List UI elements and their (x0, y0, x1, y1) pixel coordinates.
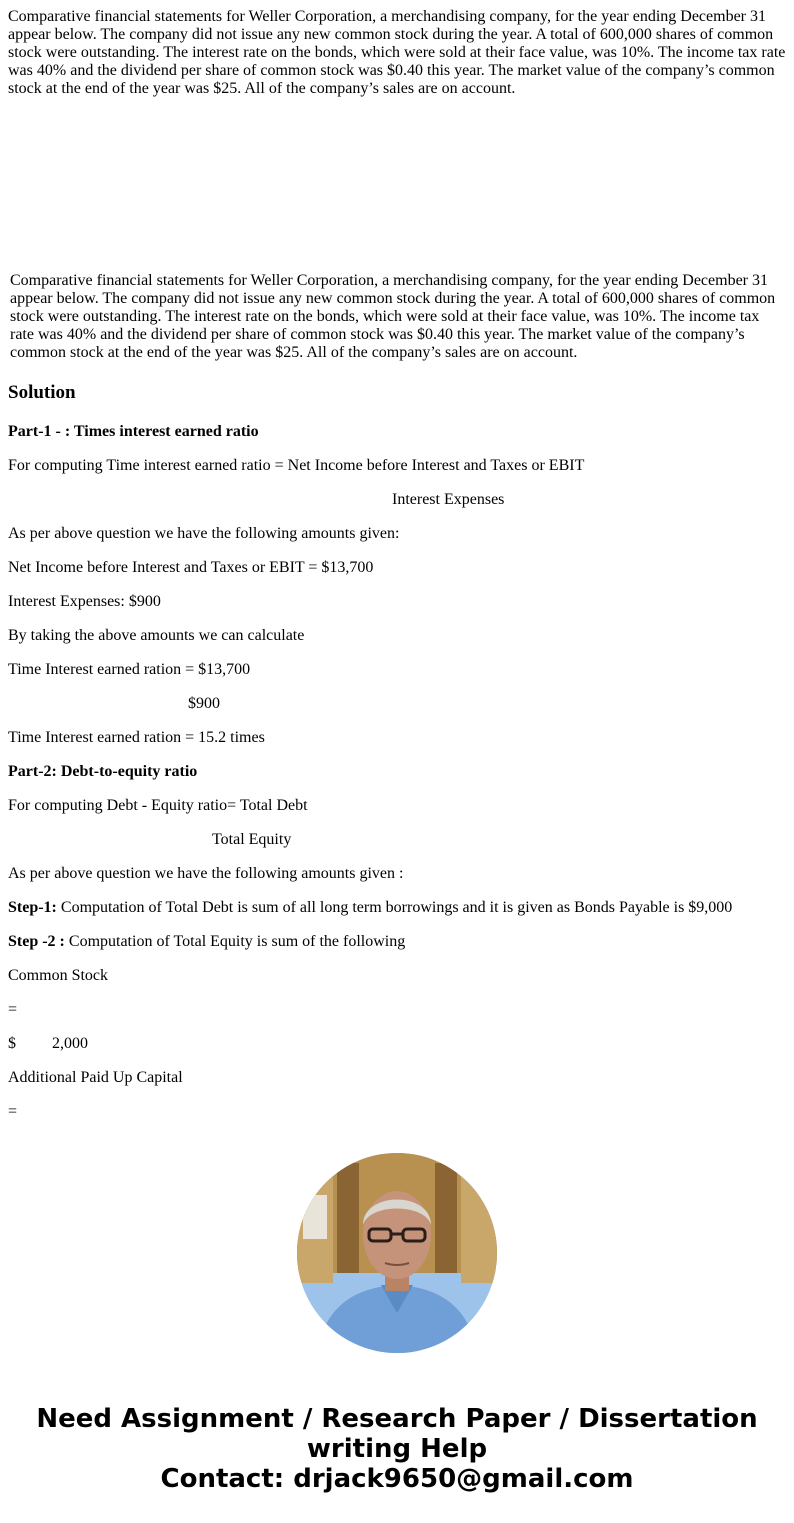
part2-formula-denominator: Total Equity (212, 831, 292, 848)
part1-title: Part-1 - : Times interest earned ratio (8, 423, 259, 440)
part2-given-intro: As per above question we have the following amounts given : (8, 865, 404, 882)
part2-title: Part-2: Debt-to-equity ratio (8, 763, 198, 780)
step1-text: Computation of Total Debt is sum of all long term borrowings and it is given as Bonds Payable is $9,000 (56, 899, 733, 916)
step2-label: Step -2 : (8, 933, 65, 950)
part1-given-ebit: Net Income before Interest and Taxes or EBIT = $13,700 (8, 559, 374, 576)
footer-line-2: writing Help (306, 1434, 488, 1464)
part2-step1 (8, 899, 732, 917)
part1-formula: For computing Time interest earned ratio = Net Income before Interest and Taxes or EBIT (8, 457, 585, 474)
equity-item-apic-equals: = (8, 1103, 18, 1120)
footer-contact-banner (0, 1404, 794, 1494)
step2-text: Computation of Total Equity is sum of the following (64, 933, 406, 950)
part1-calc-denominator: $900 (188, 695, 220, 712)
part1-calc-numerator: Time Interest earned ration = $13,700 (8, 661, 251, 678)
equity-item-common-stock-value: 2,000 (52, 1035, 88, 1052)
part1-given-interest: Interest Expenses: $900 (8, 593, 161, 610)
footer-contact-email: Contact: drjack9650@gmail.com (160, 1464, 634, 1494)
avatar (297, 1153, 497, 1353)
person-portrait-icon (297, 1153, 497, 1353)
equity-item-apic: Additional Paid Up Capital (8, 1069, 183, 1086)
step1-label: Step-1: (8, 899, 57, 916)
part2-step2 (8, 933, 405, 951)
solution-heading: Solution (8, 382, 76, 403)
part1-calc-intro: By taking the above amounts we can calculate (8, 627, 305, 644)
part1-result: Time Interest earned ration = 15.2 times (8, 729, 265, 746)
part1-given-intro: As per above question we have the following amounts given: (8, 525, 400, 542)
question-text: Comparative financial statements for Weller Corporation, a merchandising company, for the year ending December 31 appear below. The company did not issue any new common stock during the year. A total of 600,000 shares of common stock were outstanding. The interest rate on the bonds, which were sold at their face value, was 10%. The income tax rate was 40% and the dividend per share of common stock was $0.40 this year. The market value of the company’s common stock at the end of the year was $25. All of the company’s sales are on account. (8, 8, 786, 97)
equity-item-common-stock-currency: $ (8, 1035, 16, 1052)
equity-item-common-stock: Common Stock (8, 967, 109, 984)
equity-item-common-stock-equals: = (8, 1001, 18, 1018)
footer-line-1: Need Assignment / Research Paper / Dissertation (36, 1404, 758, 1434)
part1-formula-denominator: Interest Expenses (392, 491, 505, 508)
part2-formula: For computing Debt - Equity ratio= Total Debt (8, 797, 308, 814)
question-text-repeat: Comparative financial statements for Weller Corporation, a merchandising company, for the year ending December 31 appear below. The company did not issue any new common stock during the year. A total of 600,000 shares of common stock were outstanding. The interest rate on the bonds, which were sold at their face value, was 10%. The income tax rate was 40% and the dividend per share of common stock was $0.40 this year. The market value of the company’s common stock at the end of the year was $25. All of the company’s sales are on account. (10, 272, 776, 361)
